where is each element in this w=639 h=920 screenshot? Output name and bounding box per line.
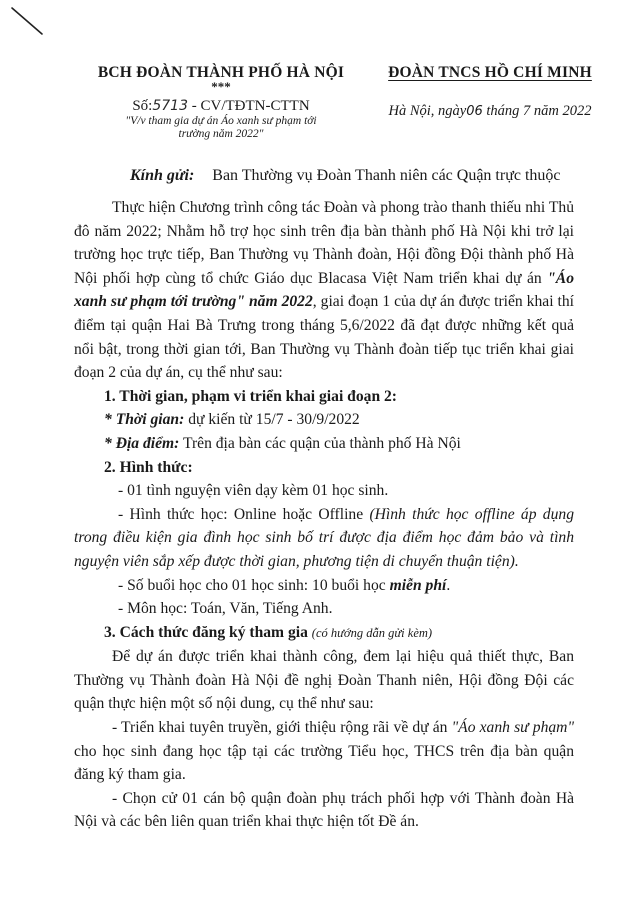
parent-organization: ĐOÀN TNCS HỒ CHÍ MINH — [388, 64, 592, 81]
scan-corner-mark — [8, 4, 48, 40]
section3-bullet-staff: - Chọn cử 01 cán bộ quận đoàn phụ trách phối hợp với Thành đoàn Hà Nội và các bên liên quan triển khai thực hiện tốt Đề án. — [74, 789, 574, 831]
header-right-block — [356, 64, 624, 121]
intro-text-2: , giai đoạn 1 của dự án được triển khai thí điểm tại quận Hai Bà Trưng trong tháng 5,6/2022 đã đạt được những kết quả nổi bật, trong thời gian tới, Ban Thường vụ Thành đoàn tiếp tục triển khai giai đoạn 2 của dự án, cụ thể như sau: — [74, 293, 574, 382]
document-number-code: - CV/TĐTN-CTTN — [188, 98, 310, 114]
section1-heading: 1. Thời gian, phạm vi triển khai giai đoạn 2: — [104, 387, 397, 405]
intro-paragraph — [74, 196, 574, 385]
sessions-text: - Số buổi học cho 01 học sinh: 10 buổi học — [118, 576, 390, 594]
section1-location — [74, 432, 574, 456]
section1-time — [74, 408, 574, 432]
sessions-end: . — [446, 576, 451, 594]
header-stars: *** — [211, 79, 231, 94]
intro-text-1: Thực hiện Chương trình công tác Đoàn và phong trào thanh thiếu nhi Thủ đô năm 2022; Nhằm hỗ trợ học sinh trên địa bàn thành phố Hà Nội khi trở lại trường học trực tiếp, Ban Thường vụ Thành đoàn, Hội đồng Đội thành phố Hà Nội phối hợp cùng tổ chức Giáo dục Blacasa Việt Nam triển khai dự án — [74, 199, 574, 287]
date-day-handwritten: 06 — [466, 104, 483, 119]
bullet1-text-b: cho học sinh đang học tập tại các trường Tiểu học, THCS trên địa bàn quận đăng ký tham gia. — [74, 742, 574, 784]
date-prefix: Hà Nội, ngày — [388, 103, 467, 119]
section3-bullet-promotion — [74, 716, 574, 787]
section2-item-format — [74, 503, 574, 574]
time-label: * Thời gian: — [104, 411, 185, 429]
document-number-handwritten: 5713 — [152, 98, 188, 114]
document-number — [86, 97, 356, 115]
recipient-name: Ban Thường vụ Đoàn Thanh niên các Quận trực thuộc — [212, 167, 561, 184]
document-number-prefix: Số: — [132, 98, 153, 114]
section2-item-subjects: - Môn học: Toán, Văn, Tiếng Anh. — [118, 600, 333, 618]
format-text: - Hình thức học: Online hoặc Offline — [118, 505, 370, 523]
sessions-free: miễn phí — [389, 576, 447, 594]
recipient-label: Kính gửi: — [130, 167, 195, 184]
project-name: "Áo xanh sư phạm tới trường" năm 2022 — [74, 269, 574, 311]
section3-heading-note: (có hướng dẫn gửi kèm) — [311, 625, 433, 640]
document-body — [74, 196, 574, 834]
issuing-organization: BCH ĐOÀN THÀNH PHỐ HÀ NỘI — [97, 64, 345, 81]
section2-heading: 2. Hình thức: — [104, 458, 193, 476]
bullet1-text-a: - Triển khai tuyên truyền, giới thiệu rộng rãi về dự án — [112, 719, 452, 737]
bullet1-project: "Áo xanh sư phạm" — [451, 719, 574, 737]
section3-heading — [74, 621, 574, 646]
document-date — [356, 102, 624, 121]
section3-paragraph: Để dự án được triển khai thành công, đem lại hiệu quả thiết thực, Ban Thường vụ Thành đoàn Hà Nội đề nghị Đoàn Thanh niên, Hội đồng Đội các quận thực hiện một số nội dung, cụ thể như sau: — [74, 648, 574, 713]
document-subject: "V/v tham gia dự án Áo xanh sư phạm tới trường năm 2022" — [125, 115, 317, 140]
location-value: Trên địa bàn các quận của thành phố Hà Nội — [179, 434, 461, 452]
section3-heading-text: 3. Cách thức đăng ký tham gia — [104, 623, 312, 641]
time-value: dự kiến từ 15/7 - 30/9/2022 — [184, 411, 360, 429]
location-label: * Địa điểm: — [104, 434, 180, 452]
date-suffix: tháng 7 năm 2022 — [482, 103, 592, 119]
format-note: (Hình thức học offline áp dụng trong điều kiện gia đình học sinh bố trí được địa điểm học đảm bảo và tình nguyện viên sắp xếp được thời gian, phương tiện di chuyển thuận tiện). — [74, 505, 574, 570]
section2-item-volunteer: - 01 tình nguyện viên dạy kèm 01 học sinh. — [118, 482, 389, 500]
header-left-block — [86, 64, 356, 141]
recipient-line — [130, 166, 561, 186]
section2-item-sessions — [74, 574, 574, 598]
